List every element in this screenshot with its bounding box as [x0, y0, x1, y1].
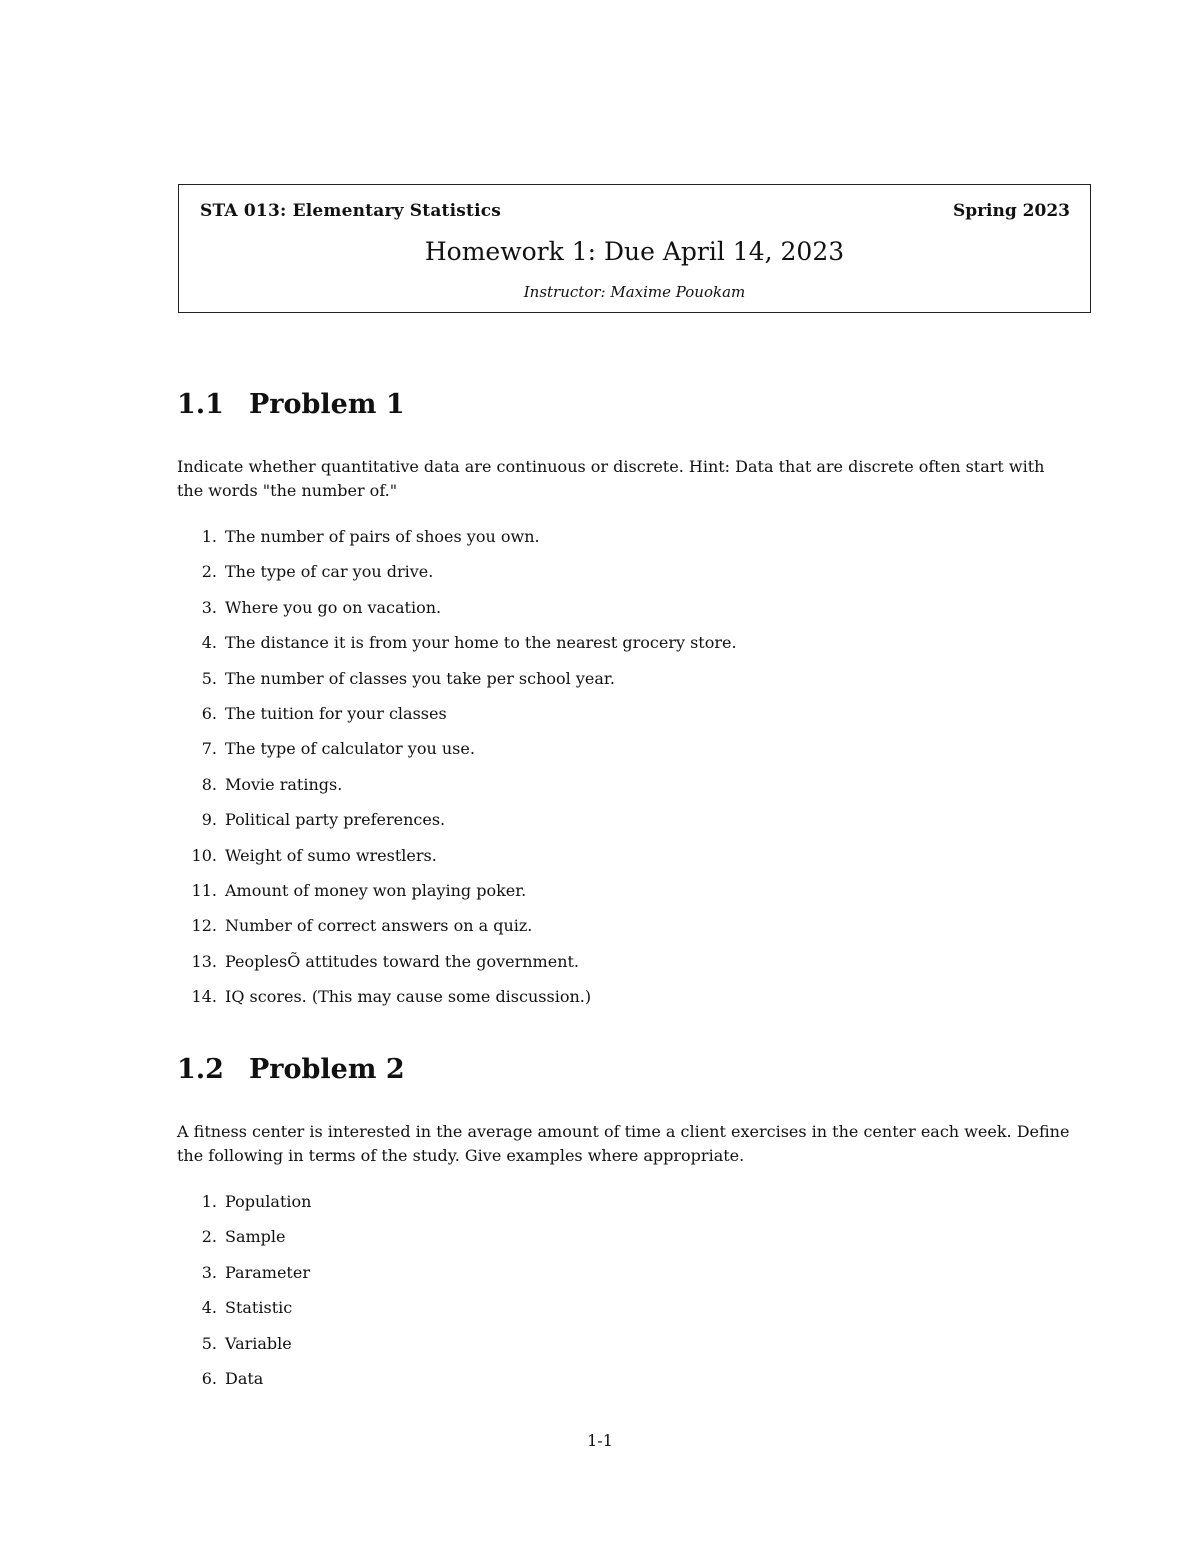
term-label: Spring 2023: [952, 201, 1070, 221]
course-name: STA 013: Elementary Statistics: [200, 201, 502, 221]
list-item-text: Where you go on vacation.: [225, 597, 442, 617]
list-item-text: Statistic: [225, 1298, 293, 1318]
list-item-number: 1.: [201, 527, 217, 546]
list-item-text: The number of classes you take per school year.: [225, 668, 615, 688]
list-item-number: 10.: [191, 845, 217, 865]
instructor-name: Instructor: Maxime Pouokam: [523, 283, 746, 301]
section-number: 1.2: [177, 1054, 224, 1085]
list-item: [177, 845, 737, 880]
list-item-text: Parameter: [225, 1262, 310, 1282]
list-item: [177, 1191, 311, 1226]
list-item-number: 9.: [201, 810, 217, 830]
list-item-number: 2.: [201, 562, 217, 582]
list-item-text: Sample: [225, 1227, 286, 1247]
instruction-line: the words "the number of.": [177, 481, 398, 500]
instruction-line: A fitness center is interested in the average amount of time a client exercises in the center each week. Define: [177, 1122, 1070, 1141]
list-item-number: 5.: [201, 1333, 217, 1353]
list-item-text: The number of pairs of shoes you own.: [225, 527, 540, 546]
list-item-number: 13.: [191, 951, 217, 971]
list-item-text: The type of calculator you use.: [225, 739, 475, 759]
list-item: [177, 1368, 311, 1403]
list-item-text: PeoplesÕ attitudes toward the government.: [225, 951, 580, 971]
problem-1-list: [177, 526, 737, 1021]
list-item-text: Weight of sumo wrestlers.: [225, 845, 437, 865]
section-heading-problem-2: [177, 1054, 405, 1085]
list-item-number: 5.: [201, 668, 217, 688]
list-item-number: 6.: [201, 703, 217, 723]
list-item-number: 7.: [201, 739, 217, 759]
problem-2-instructions: [177, 1120, 1097, 1168]
list-item-text: Number of correct answers on a quiz.: [225, 916, 533, 936]
list-item-text: Political party preferences.: [225, 810, 446, 830]
instruction-line: the following in terms of the study. Give examples where appropriate.: [177, 1146, 745, 1165]
list-item: [177, 809, 737, 844]
list-item: [177, 1226, 311, 1261]
list-item-number: 6.: [201, 1368, 217, 1388]
list-item: [177, 738, 737, 773]
list-item-number: 11.: [191, 880, 217, 900]
list-item-number: 3.: [201, 597, 217, 617]
homework-header-box: [178, 184, 1091, 313]
list-item-text: The distance it is from your home to the nearest grocery store.: [225, 633, 737, 653]
list-item-number: 4.: [201, 1298, 217, 1318]
list-item-number: 3.: [201, 1262, 217, 1282]
list-item-text: Movie ratings.: [225, 774, 343, 794]
list-item-text: Data: [225, 1368, 264, 1388]
page-number: 1-1: [587, 1431, 613, 1450]
list-item-number: 1.: [201, 1192, 217, 1211]
list-item-number: 8.: [201, 774, 217, 794]
list-item-text: The type of car you drive.: [225, 562, 434, 582]
section-heading-problem-1: [177, 389, 405, 420]
list-item-text: Variable: [225, 1333, 292, 1353]
list-item: [177, 986, 737, 1021]
list-item: [177, 880, 737, 915]
section-title-text: Problem 1: [249, 389, 405, 420]
list-item-number: 12.: [191, 916, 217, 936]
list-item: [177, 1333, 311, 1368]
list-item: [177, 526, 737, 561]
list-item-text: Population: [225, 1192, 312, 1211]
instruction-line: Indicate whether quantitative data are continuous or discrete. Hint: Data that are discrete often start with: [177, 457, 1045, 476]
list-item-number: 2.: [201, 1227, 217, 1247]
section-number: 1.1: [177, 389, 224, 420]
list-item: [177, 597, 737, 632]
list-item: [177, 632, 737, 667]
list-item: [177, 561, 737, 596]
problem-2-list: [177, 1191, 311, 1403]
list-item-text: The tuition for your classes: [225, 703, 447, 723]
list-item-text: IQ scores. (This may cause some discussion.): [225, 987, 592, 1007]
section-title-text: Problem 2: [249, 1054, 405, 1085]
list-item: [177, 1297, 311, 1332]
problem-1-instructions: [177, 455, 1097, 503]
list-item-number: 4.: [201, 633, 217, 653]
list-item-number: 14.: [191, 987, 217, 1007]
list-item: [177, 915, 737, 950]
list-item-text: Amount of money won playing poker.: [225, 880, 527, 900]
homework-title: Homework 1: Due April 14, 2023: [424, 237, 845, 266]
list-item: [177, 1262, 311, 1297]
list-item: [177, 703, 737, 738]
list-item: [177, 951, 737, 986]
list-item: [177, 774, 737, 809]
list-item: [177, 668, 737, 703]
